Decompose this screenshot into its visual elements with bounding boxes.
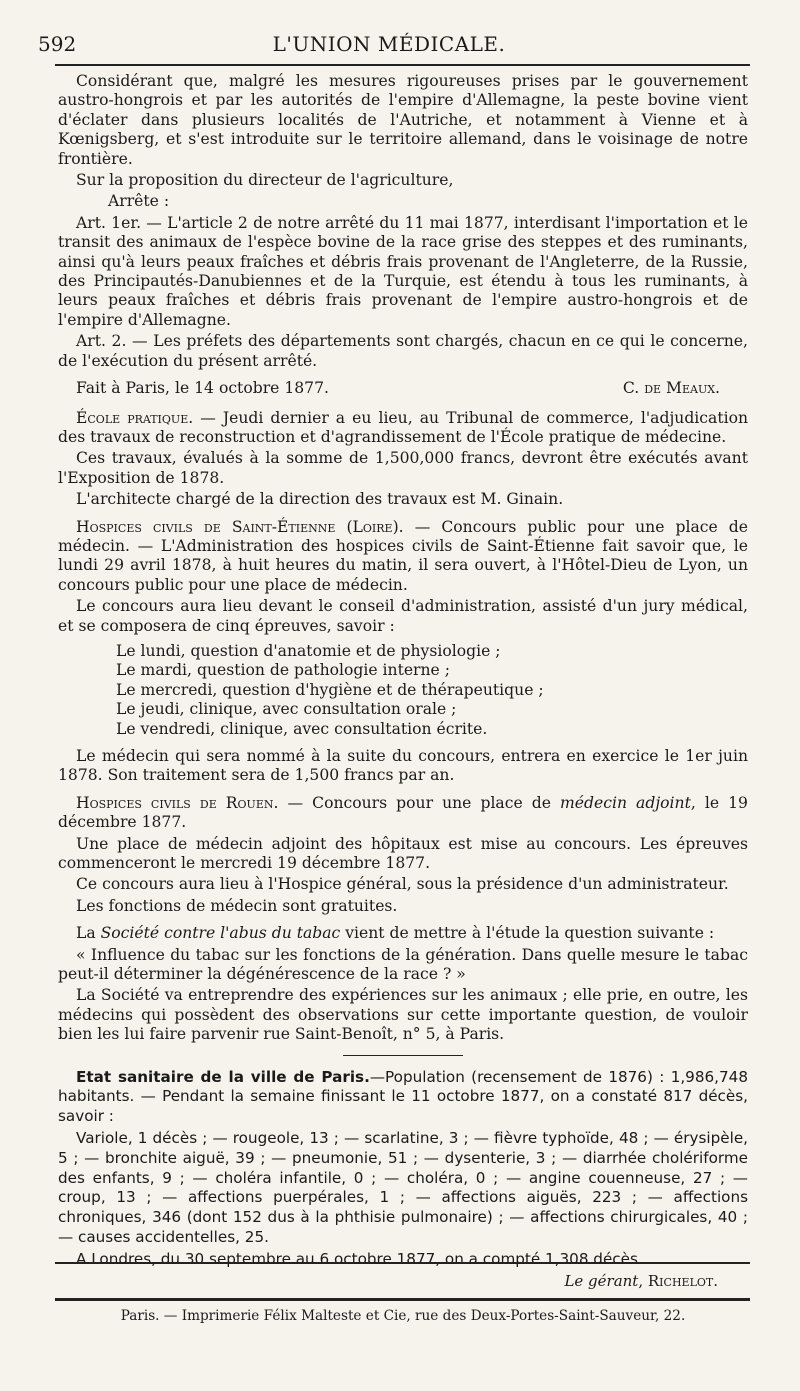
arrete-signature: C. de Meaux. (622, 379, 720, 398)
rouen-paragraph-2: Une place de médecin adjoint des hôpitaux est mise au concours. Les épreuves commenceront le mercredi 19 décembre 1877. (58, 834, 748, 873)
epreuves-list (58, 642, 748, 739)
ecole-pratique-section (58, 409, 748, 510)
sanitaire-heading: Etat sanitaire de la ville de Paris. (76, 1067, 370, 1086)
epreuve-item: Le lundi, question d'anatomie et de physiologie ; (116, 641, 501, 660)
rouen-text-em: médecin adjoint (560, 793, 691, 812)
tabac-text-post: vient de mettre à l'étude la question suivante : (340, 924, 715, 943)
sanitaire-paragraph-2: Variole, 1 décès ; — rougeole, 13 ; — scarlatine, 3 ; — fièvre typhoïde, 48 ; — érysipèle, 5 ; — bronchite aiguë, 39 ; — pneumonie, 51 ; — dysenterie, 3 ; — diarrhée cholériforme des enfants, 9 ; — choléra infantile, 0 ; — choléra, 0 ; — angine couenneuse, 27 ; — croup, 13 ; — affections puerpérales, 1 ; — affections aiguës, 223 ; — affections chroniques, 346 (dont 152 dus à la phthisie pulmonaire) ; — affections chirurgicales, 40 ; — causes accidentelles, 25. (58, 1129, 748, 1247)
saint-etienne-paragraph-3: Le médecin qui sera nommé à la suite du concours, entrera en exercice le 1er juin 1878. Son traitement sera de 1,500 francs par an. (58, 747, 748, 785)
rouen-paragraph-3: Ce concours aura lieu à l'Hospice général, sous la présidence d'un administrateur. (76, 875, 729, 894)
tabac-paragraph-3: La Société va entreprendre des expériences sur les animaux ; elle prie, en outre, les médecins qui possèdent des observations sur cette importante question, de vouloir bien les lui faire parvenir rue Saint-Benoît, n° 5, à Paris. (58, 986, 748, 1044)
tabac-section (58, 924, 748, 1044)
saint-etienne-section (58, 518, 748, 786)
footer-rule-bottom (55, 1298, 750, 1301)
journal-title: L'UNION MÉDICALE. (272, 32, 506, 56)
gerant-name: Richelot. (647, 1272, 718, 1290)
header-rule (55, 64, 750, 66)
tabac-text-pre: La (76, 924, 101, 943)
gerant-line (58, 1272, 748, 1290)
imprimerie-line (58, 1308, 748, 1324)
rouen-text-pre: — Concours pour une place de (278, 793, 561, 812)
ecole-paragraph-2: Ces travaux, évalués à la somme de 1,500,000 francs, devront être exécutés avant l'Exposition de 1878. (58, 449, 748, 487)
section-divider (343, 1055, 463, 1056)
tabac-question: « Influence du tabac sur les fonctions de la génération. Dans quelle mesure le tabac peut-il déterminer la dégénérescence de la race ? » (58, 945, 748, 984)
tabac-paragraph-1 (58, 924, 748, 943)
arrete-proposition: Sur la proposition du directeur de l'agriculture, (76, 171, 454, 190)
ecole-text-1: — Jeudi dernier a eu lieu, au Tribunal de commerce, l'adjudication des travaux de reconstruction et d'agrandissement de l'École pratique de médecine. (58, 408, 749, 446)
gerant-block: Le gérant, Richelot. (564, 1272, 718, 1290)
sanitaire-paragraph-3: A Londres, du 30 septembre au 6 octobre 1877, on a compté 1,308 décès. (76, 1249, 643, 1268)
saint-etienne-heading: Hospices civils de Saint-Étienne (Loire). (76, 517, 404, 536)
sanitaire-paragraph-1 (58, 1068, 748, 1127)
gerant-label: Le gérant (564, 1272, 639, 1290)
footer-rule-top (55, 1262, 750, 1264)
rouen-section (58, 794, 748, 916)
saint-etienne-paragraph-2: Le concours aura lieu devant le conseil d'administration, assisté d'un jury médical, et se composera de cinq épreuves, savoir : (58, 597, 748, 635)
arrete-date: Fait à Paris, le 14 octobre 1877. (76, 379, 329, 398)
rouen-paragraph-1 (58, 794, 748, 833)
epreuve-item: Le mardi, question de pathologie interne ; (116, 661, 450, 680)
rouen-paragraph-4: Les fonctions de médecin sont gratuites. (76, 896, 398, 915)
ecole-heading: École pratique. (76, 408, 194, 427)
etat-sanitaire-section (58, 1068, 748, 1270)
arrete-preamble: Considérant que, malgré les mesures rigoureuses prises par le gouvernement austro-hongrois et par les autorités de l'empire d'Allemagne, la peste bovine vient d'éclater dans plusieurs localités de l'Autriche, et notamment à Vienne et à Kœnigsberg, et s'est introduite sur le territoire allemand, dans le voisinage de notre frontière. (58, 72, 748, 168)
tabac-text-em: Société contre l'abus du tabac (100, 924, 341, 943)
epreuve-item: Le jeudi, clinique, avec consultation orale ; (116, 700, 457, 719)
rouen-text-post: , le 19 décembre 1877. (58, 793, 748, 832)
saint-etienne-text-1: — Concours public pour une place de médecin. — L'Administration des hospices civils de Saint-Étienne fait savoir que, le lundi 29 avril 1878, à huit heures du matin, il sera ouvert, à l'Hôtel-Dieu de Lyon, un concours public pour une place de médecin. (58, 517, 748, 594)
arrete-label: Arrête : (108, 192, 170, 211)
arrete-section (58, 72, 748, 399)
page-number: 592 (38, 32, 77, 56)
arrete-signature-line (58, 379, 748, 398)
arrete-article-2: Art. 2. — Les préfets des départements sont chargés, chacun en ce qui le concerne, de l'exécution du présent arrêté. (58, 332, 748, 370)
ecole-paragraph-3: L'architecte chargé de la direction des travaux est M. Ginain. (76, 490, 564, 509)
imprimerie-text: Paris. — Imprimerie Félix Malteste et Cie, rue des Deux-Portes-Saint-Sauveur, 22. (120, 1308, 686, 1324)
ecole-paragraph-1 (58, 409, 748, 448)
epreuve-item: Le vendredi, clinique, avec consultation écrite. (116, 719, 488, 738)
epreuve-item: Le mercredi, question d'hygiène et de thérapeutique ; (116, 680, 544, 699)
saint-etienne-paragraph-1 (58, 518, 748, 596)
rouen-heading: Hospices civils de Rouen. (76, 793, 279, 812)
running-header (38, 28, 740, 58)
sanitaire-text-1: —Population (recensement de 1876) : 1,986,748 habitants. — Pendant la semaine finissant le 11 octobre 1877, on a constaté 817 décès, savoir : (58, 1067, 748, 1126)
article-body (58, 72, 748, 1272)
arrete-article-1: Art. 1er. — L'article 2 de notre arrêté du 11 mai 1877, interdisant l'importation et le transit des animaux de l'espèce bovine de la race grise des steppes et des ruminants, ainsi qu'à leurs peaux fraîches et débris frais provenant de l'Angleterre, de la Russie, des Principautés-Danubiennes et de la Turquie, est étendu à tous les ruminants, à leurs peaux fraîches et débris frais provenant de l'empire austro-hongrois et de l'empire d'Allemagne. (58, 213, 748, 329)
